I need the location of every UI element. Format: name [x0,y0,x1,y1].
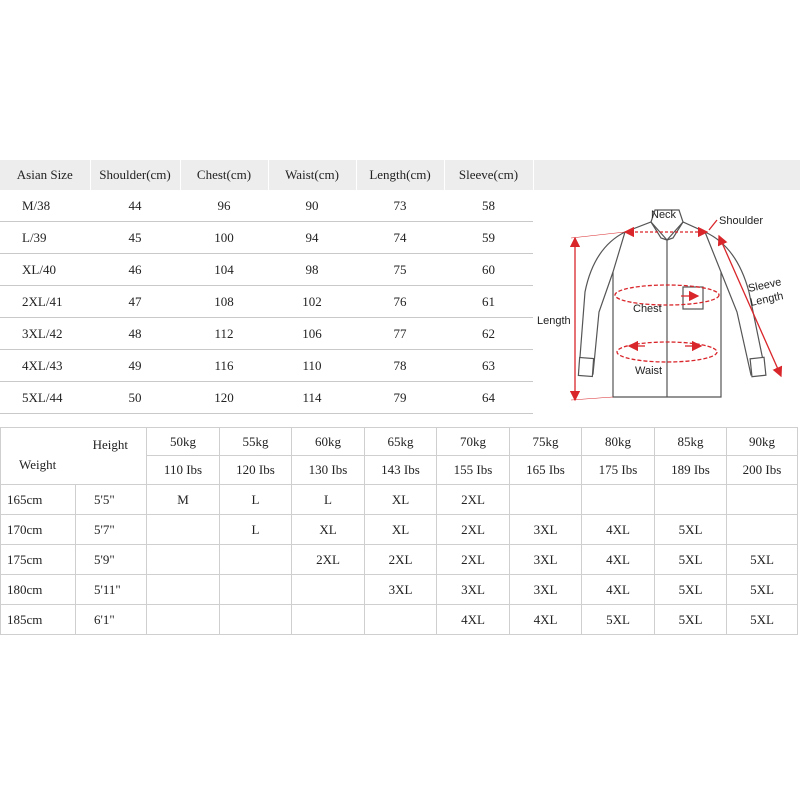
height-row [1,515,798,545]
size-label-cell: L/39 [0,222,90,254]
measurement-cell: 110 [268,350,356,382]
recommended-size-cell [292,575,365,605]
weight-lbs-header: 110 Ibs [147,456,220,485]
recommended-size-cell: XL [365,515,437,545]
recommended-size-cell: 5XL [655,545,727,575]
size-table-row [0,254,533,286]
recommended-size-cell: L [220,485,292,515]
size-table-row [0,190,533,222]
measurement-cell: 50 [90,382,180,414]
recommended-size-cell: 4XL [582,575,655,605]
measurement-cell: 61 [444,286,533,318]
measurement-cell: 114 [268,382,356,414]
recommended-size-cell: 4XL [582,515,655,545]
recommended-size-cell [727,485,798,515]
weight-height-size-table [0,427,798,635]
recommended-size-cell [220,575,292,605]
recommended-size-cell: XL [292,515,365,545]
measurement-cell: 48 [90,318,180,350]
size-label-cell: 3XL/42 [0,318,90,350]
col-header-shoulder: Shoulder(cm) [90,160,180,190]
measurement-cell: 76 [356,286,444,318]
label-chest: Chest [633,303,662,315]
recommended-size-cell: 5XL [655,605,727,635]
measurement-cell: 59 [444,222,533,254]
recommended-size-cell [582,485,655,515]
table-corner-cell [1,428,147,485]
measurement-cell: 116 [180,350,268,382]
recommended-size-cell: 4XL [582,545,655,575]
recommended-size-cell [220,545,292,575]
measurement-cell: 73 [356,190,444,222]
recommended-size-cell: 2XL [437,485,510,515]
recommended-size-cell: L [220,515,292,545]
measurement-cell: 104 [180,254,268,286]
measurement-cell: 49 [90,350,180,382]
col-header-waist: Waist(cm) [268,160,356,190]
measurement-cell: 75 [356,254,444,286]
size-label-cell: 2XL/41 [0,286,90,318]
measurement-cell: 77 [356,318,444,350]
measurement-cell: 47 [90,286,180,318]
size-table-header-band [533,160,800,190]
col-header-chest: Chest(cm) [180,160,268,190]
recommended-size-cell: 2XL [365,545,437,575]
measurement-cell: 78 [356,350,444,382]
weight-kg-header: 70kg [437,428,510,456]
weight-kg-header: 55kg [220,428,292,456]
size-label-cell: 5XL/44 [0,382,90,414]
measurement-cell: 45 [90,222,180,254]
weight-lbs-header: 189 Ibs [655,456,727,485]
recommended-size-cell: 3XL [510,515,582,545]
height-cm-cell: 180cm [1,575,76,605]
measurement-cell: 108 [180,286,268,318]
label-length: Length [537,315,571,327]
measurement-cell: 64 [444,382,533,414]
size-label-cell: M/38 [0,190,90,222]
size-label-cell: 4XL/43 [0,350,90,382]
label-sleeve-line2: Length [749,290,785,309]
measurement-cell: 102 [268,286,356,318]
measurement-cell: 90 [268,190,356,222]
measurement-cell: 74 [356,222,444,254]
label-shoulder: Shoulder [719,215,764,227]
height-ft-cell: 5'5" [76,485,147,515]
recommended-size-cell: 5XL [655,575,727,605]
recommended-size-cell [147,575,220,605]
recommended-size-cell: 3XL [510,575,582,605]
recommended-size-cell: M [147,485,220,515]
size-label-cell: XL/40 [0,254,90,286]
height-ft-cell: 5'7" [76,515,147,545]
shirt-diagram-svg [533,192,800,417]
measurement-cell: 100 [180,222,268,254]
size-table-row [0,286,533,318]
weight-kg-header: 90kg [727,428,798,456]
weight-lbs-header: 155 Ibs [437,456,510,485]
weight-lbs-header: 143 Ibs [365,456,437,485]
height-ft-cell: 5'9" [76,545,147,575]
recommended-size-cell: 5XL [727,605,798,635]
recommended-size-cell: 4XL [437,605,510,635]
height-row [1,575,798,605]
label-sleeve-line1: Sleeve [747,276,783,295]
recommended-size-cell: 2XL [437,545,510,575]
recommended-size-cell [147,545,220,575]
recommended-size-cell [147,515,220,545]
weight-kg-header: 85kg [655,428,727,456]
label-waist: Waist [635,365,663,377]
size-chart-table [0,160,534,414]
size-table-row [0,318,533,350]
weight-kg-header: 65kg [365,428,437,456]
height-row [1,485,798,515]
measurement-cell: 46 [90,254,180,286]
corner-weight-label: Weight [19,457,57,472]
shirt-outline [578,210,766,397]
height-cm-cell: 170cm [1,515,76,545]
height-row [1,605,798,635]
recommended-size-cell: 3XL [510,545,582,575]
label-neck: Neck [651,209,677,221]
size-table-row [0,350,533,382]
measurement-cell: 62 [444,318,533,350]
weight-kg-header: 80kg [582,428,655,456]
recommended-size-cell [510,485,582,515]
size-table-row [0,222,533,254]
recommended-size-cell: XL [365,485,437,515]
height-cm-cell: 175cm [1,545,76,575]
size-table-header-row [0,160,533,190]
recommended-size-cell [727,515,798,545]
recommended-size-cell: L [292,485,365,515]
weight-kg-header: 50kg [147,428,220,456]
measurement-cell: 96 [180,190,268,222]
weight-lbs-header: 120 Ibs [220,456,292,485]
weight-lbs-header: 200 Ibs [727,456,798,485]
weight-lbs-header: 165 Ibs [510,456,582,485]
measurement-cell: 106 [268,318,356,350]
measurement-cell: 60 [444,254,533,286]
recommended-size-cell: 4XL [510,605,582,635]
recommended-size-cell: 2XL [437,515,510,545]
recommended-size-cell [655,485,727,515]
recommended-size-cell: 5XL [582,605,655,635]
height-cm-cell: 185cm [1,605,76,635]
weight-kg-row [1,428,798,456]
height-ft-cell: 5'11" [76,575,147,605]
weight-lbs-header: 175 Ibs [582,456,655,485]
recommended-size-cell: 5XL [727,545,798,575]
measurement-cell: 98 [268,254,356,286]
col-header-length: Length(cm) [356,160,444,190]
shirt-measurement-diagram [533,192,800,417]
recommended-size-cell: 3XL [365,575,437,605]
measurement-cell: 112 [180,318,268,350]
recommended-size-cell [365,605,437,635]
recommended-size-cell: 3XL [437,575,510,605]
height-row [1,545,798,575]
weight-lbs-header: 130 Ibs [292,456,365,485]
measurement-cell: 44 [90,190,180,222]
size-table-row [0,382,533,414]
col-header-sleeve: Sleeve(cm) [444,160,533,190]
col-header-asian-size: Asian Size [0,160,90,190]
measurement-cell: 120 [180,382,268,414]
recommended-size-cell: 5XL [727,575,798,605]
corner-height-label: Height [92,437,128,452]
weight-kg-header: 60kg [292,428,365,456]
weight-kg-header: 75kg [510,428,582,456]
height-ft-cell: 6'1" [76,605,147,635]
measurement-cell: 79 [356,382,444,414]
recommended-size-cell [220,605,292,635]
recommended-size-cell: 2XL [292,545,365,575]
recommended-size-cell [292,605,365,635]
measurement-cell: 63 [444,350,533,382]
recommended-size-cell [147,605,220,635]
measurement-cell: 94 [268,222,356,254]
recommended-size-cell: 5XL [655,515,727,545]
measurement-cell: 58 [444,190,533,222]
height-cm-cell: 165cm [1,485,76,515]
